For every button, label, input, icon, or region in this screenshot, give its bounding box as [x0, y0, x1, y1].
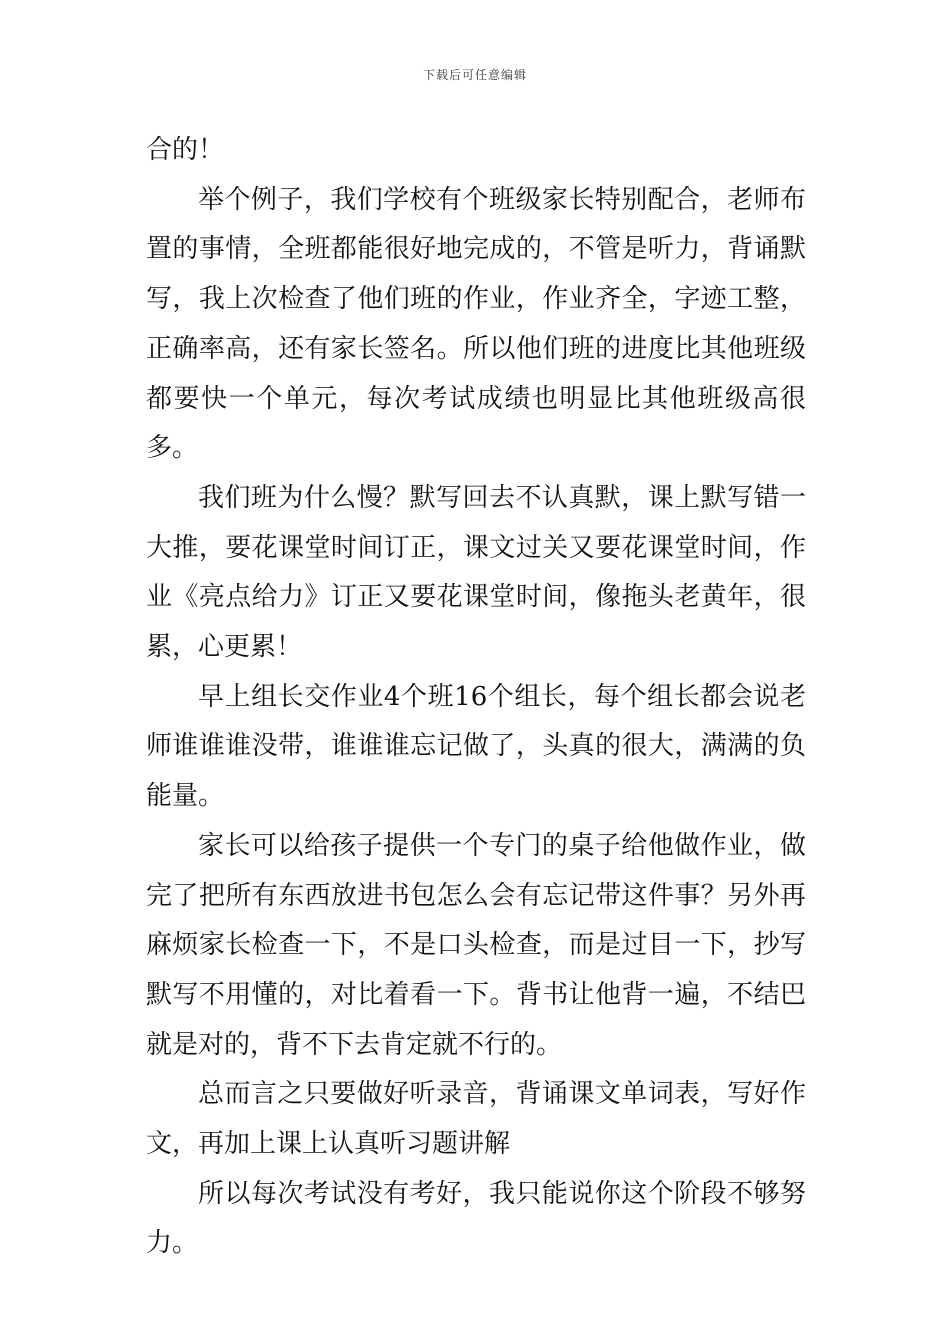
page-header: 下载后可任意编辑	[422, 68, 527, 82]
paragraph: 举个例子，我们学校有个班级家长特别配合，老师布置的事情，全班都能很好地完成的，不管是听力，背诵默写，我上次检查了他们班的作业，作业齐全，字迹工整，正确率高，还有家长签名。所以他们班的进度比其他班级都要快一个单元，每次考试成绩也明显比其他班级高很多。	[146, 184, 806, 464]
paragraph: 合的！	[146, 135, 225, 165]
paragraph: 所以每次考试没有考好，我只能说你这个阶段不够努力。	[146, 1178, 806, 1259]
paragraph: 早上组长交作业4个班16个组长，每个组长都会说老师谁谁谁没带，谁谁谁忘记做了，头真的很大，满满的负能量。	[146, 681, 806, 812]
document-body	[146, 126, 806, 1269]
paragraph: 家长可以给孩子提供一个专门的桌子给他做作业，做完了把所有东西放进书包怎么会有忘记带这件事？另外再麻烦家长检查一下，不是口头检查，而是过目一下，抄写默写不用懂的，对比着看一下。背书让他背一遍，不结巴就是对的，背不下去肯定就不行的。	[146, 830, 806, 1060]
paragraph: 我们班为什么慢？默写回去不认真默，课上默写错一大推，要花课堂时间订正，课文过关又要花课堂时间，作业《亮点给力》订正又要花课堂时间，像拖头老黄年，很累，心更累！	[146, 482, 806, 663]
paragraph: 总而言之只要做好听录音，背诵课文单词表，写好作文，再加上课上认真听习题讲解	[146, 1079, 806, 1160]
